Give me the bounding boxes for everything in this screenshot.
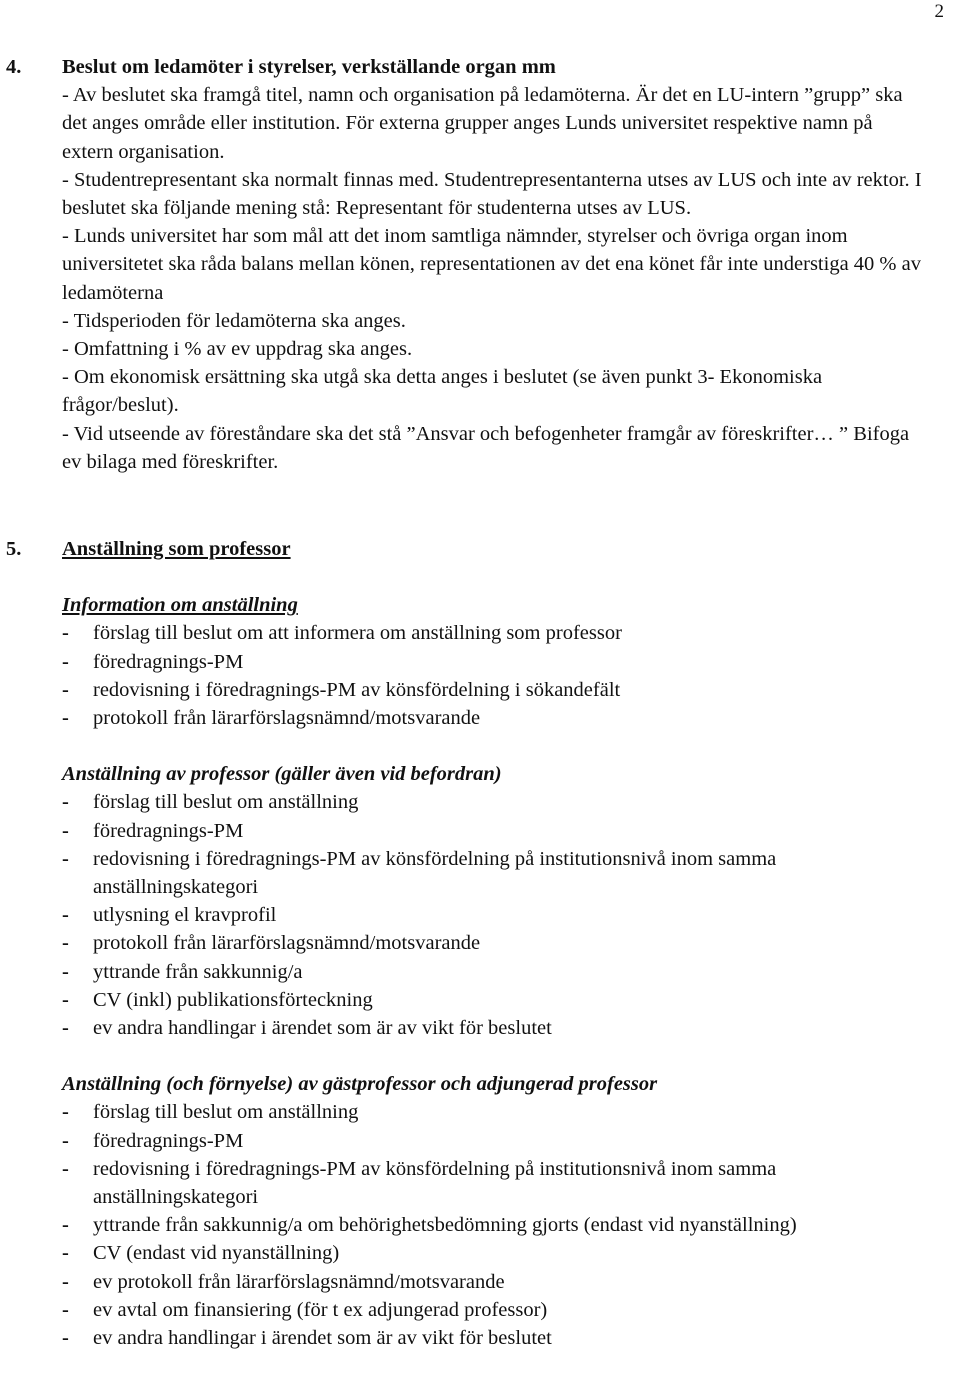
list-item: - förslag till beslut om anställning [62, 791, 359, 814]
list-item: - ev avtal om finansiering (för t ex adjungerad professor) [62, 1298, 548, 1321]
list-item: - yttrande från sakkunnig/a om behörighetsbedömning gjorts (endast vid nyanställning) [62, 1214, 797, 1237]
section-body [62, 53, 922, 476]
list-item: - redovisning i föredragnings-PM av könsfördelning på institutionsnivå inom samma anställningskategori [62, 847, 777, 899]
paragraph: - Omfattning i % av ev uppdrag ska anges. [62, 338, 413, 361]
list-item: - föredragnings-PM [62, 650, 244, 673]
section-number: 4. [6, 56, 22, 78]
list-item: - förslag till beslut om anställning [62, 1101, 359, 1124]
list-item: - yttrande från sakkunnig/a [62, 960, 303, 983]
section-body [62, 535, 922, 1352]
subheading: Anställning (och förnyelse) av gästprofessor och adjungerad professor [62, 1073, 658, 1096]
list-item: - redovisning i föredragnings-PM av könsfördelning i sökandefält [62, 678, 621, 701]
paragraph: - Vid utseende av föreståndare ska det stå ”Ansvar och befogenheter framgår av föreskrifter… ” Bifoga ev bilaga med föreskrifter. [62, 422, 910, 473]
requirement-list [62, 788, 922, 1042]
paragraph: - Lunds universitet har som mål att det inom samtliga nämnder, styrelser och övriga organ inom universitetet ska råda balans mellan könen, representationen av det ena könet får inte understiga 40 % av ledamöterna [62, 225, 921, 304]
subheading: Information om anställning [62, 594, 298, 617]
section-number: 5. [6, 538, 22, 560]
list-item: - ev andra handlingar i ärendet som är av vikt för beslutet [62, 1327, 552, 1350]
requirement-list [62, 619, 922, 732]
list-item: - föredragnings-PM [62, 819, 244, 842]
page-number: 2 [934, 1, 944, 22]
list-item: - redovisning i föredragnings-PM av könsfördelning på institutionsnivå inom samma anställningskategori [62, 1157, 777, 1209]
section-heading: Anställning som professor [62, 538, 291, 560]
list-item: - förslag till beslut om att informera om anställning som professor [62, 622, 622, 645]
subheading: Anställning av professor (gäller även vid befordran) [62, 763, 502, 786]
paragraph: - Studentrepresentant ska normalt finnas med. Studentrepresentanterna utses av LUS och inte av rektor. I beslutet ska följande mening stå: Representant för studenterna utses av LUS. [62, 168, 922, 220]
list-item: - ev protokoll från lärarförslagsnämnd/motsvarande [62, 1270, 505, 1293]
paragraph: - Tidsperioden för ledamöterna ska anges. [62, 309, 406, 332]
list-item: - föredragnings-PM [62, 1129, 244, 1152]
section-heading: Beslut om ledamöter i styrelser, verkställande organ mm [62, 56, 556, 78]
list-item: - protokoll från lärarförslagsnämnd/motsvarande [62, 707, 481, 730]
list-item: - ev andra handlingar i ärendet som är av vikt för beslutet [62, 1017, 552, 1040]
paragraph: - Om ekonomisk ersättning ska utgå ska detta anges i beslutet (se även punkt 3- Ekonomiska frågor/beslut). [62, 366, 823, 417]
list-item: - CV (inkl) publikationsförteckning [62, 988, 373, 1011]
list-item: - utlysning el kravprofil [62, 904, 277, 927]
list-item: - CV (endast vid nyanställning) [62, 1242, 340, 1265]
paragraph: - Av beslutet ska framgå titel, namn och organisation på ledamöterna. Är det en LU-intern ”grupp” ska det anges område eller institution. För externa grupper anges Lunds universitet respektive namn på extern organisation. [62, 84, 903, 163]
list-item: - protokoll från lärarförslagsnämnd/motsvarande [62, 932, 481, 955]
requirement-list [62, 1098, 922, 1352]
